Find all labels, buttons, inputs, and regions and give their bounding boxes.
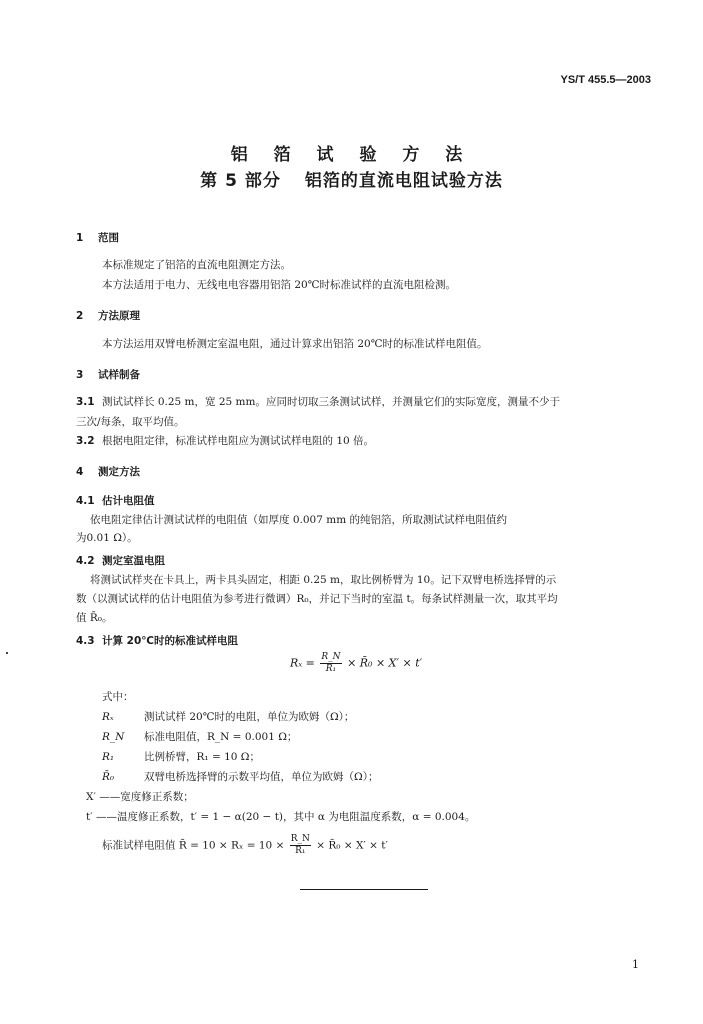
definitions-intro: 式中： xyxy=(102,691,134,703)
section-2-heading: 2 方法原理 xyxy=(76,310,140,322)
definition-rn: R_N 标准电阻值，R_N = 0.001 Ω； xyxy=(102,731,298,743)
clause-3-1-line-2: 三次/每条，取平均值。 xyxy=(76,416,185,428)
clause-4-2-line-3: 值 R̄₀。 xyxy=(76,612,113,624)
part-label: 第 5 部分 xyxy=(200,171,281,191)
formula-rhs: × R̄₀ × X′ × t′ xyxy=(347,656,423,670)
formula-numerator: R_N xyxy=(321,652,341,662)
subtitle-text: 铝箔的直流电阻试验方法 xyxy=(304,171,503,191)
definition-r1: R₁ 比例桥臂，R₁ = 10 Ω； xyxy=(102,751,260,763)
clause-4-2-heading: 4.2 测定室温电阻 xyxy=(76,555,165,567)
document-subtitle xyxy=(0,166,703,191)
clause-3-1-line-1: 3.1 测试试样长 0.25 m，宽 25 mm。应同时切取三条测试试样，并测量它们的实际宽度，测量不少于 xyxy=(76,396,560,408)
final-formula-post: × R̄₀ × X′ × t′ xyxy=(316,839,388,852)
definition-rx: Rₓ 测试试样 20℃时的电阻，单位为欧姆（Ω）； xyxy=(102,711,355,723)
clause-4-3-heading: 4.3 计算 20℃时的标准试样电阻 xyxy=(76,635,238,647)
definition-t-prime: t′ ——温度修正系数，t′ = 1 − α(20 − t)，其中 α 为电阻温度系数，α = 0.004。 xyxy=(86,811,476,823)
clause-4-1-line-1: 依电阻定律估计测试试样的电阻值（如厚度 0.007 mm 的纯铝箔，所取测试试样电阻值约 xyxy=(90,514,507,526)
clause-4-2-line-1: 将测试试样夹在卡具上，两卡具头固定，相距 0.25 m，取比例桥臂为 10。记下双臂电桥选择臂的示 xyxy=(90,574,557,586)
final-formula-pre: 标准试样电阻值 R̄ = 10 × Rₓ = 10 × xyxy=(102,839,285,852)
document-title: 铝 箔 试 验 方 法 xyxy=(230,145,473,165)
section-2-para-1: 本方法运用双臂电桥测定室温电阻，通过计算求出铝箔 20℃时的标准试样电阻值。 xyxy=(102,338,488,350)
clause-4-2-line-2: 数（以测试试样的估计电阻值为参考进行微调）R₀，并记下当时的室温 t。每条试样测量一次，取其平均 xyxy=(76,593,558,605)
formula-lhs: Rₓ = xyxy=(290,656,315,670)
clause-4-1-heading: 4.1 估计电阻值 xyxy=(76,495,155,507)
section-1-para-2: 本方法适用于电力、无线电电容器用铝箔 20℃时标准试样的直流电阻检测。 xyxy=(102,279,456,291)
final-formula-fraction xyxy=(290,834,311,857)
clause-4-1-line-2: 为0.01 Ω）。 xyxy=(76,532,138,544)
section-3-heading: 3 试样制备 xyxy=(76,369,140,381)
clause-3-2: 3.2 根据电阻定律，标准试样电阻应为测试试样电阻的 10 倍。 xyxy=(76,435,375,447)
final-formula-denominator: R₁ xyxy=(295,846,306,856)
standard-code: YS/T 455.5—2003 xyxy=(560,74,651,86)
resistance-formula xyxy=(290,652,422,675)
end-rule xyxy=(300,889,428,890)
section-1-heading: 1 范围 xyxy=(76,232,119,244)
scan-speck xyxy=(6,652,8,654)
definition-x-prime: X′ ——宽度修正系数； xyxy=(86,791,194,803)
page-number: 1 xyxy=(632,958,639,971)
definition-r0: R̄₀ 双臂电桥选择臂的示数平均值，单位为欧姆（Ω）； xyxy=(102,771,379,783)
final-formula xyxy=(102,834,388,857)
section-4-heading: 4 测定方法 xyxy=(76,466,140,478)
formula-denominator: R₁ xyxy=(325,664,337,674)
formula-fraction xyxy=(320,652,341,675)
section-1-para-1: 本标准规定了铝箔的直流电阻测定方法。 xyxy=(102,259,291,271)
final-formula-numerator: R_N xyxy=(290,834,310,844)
